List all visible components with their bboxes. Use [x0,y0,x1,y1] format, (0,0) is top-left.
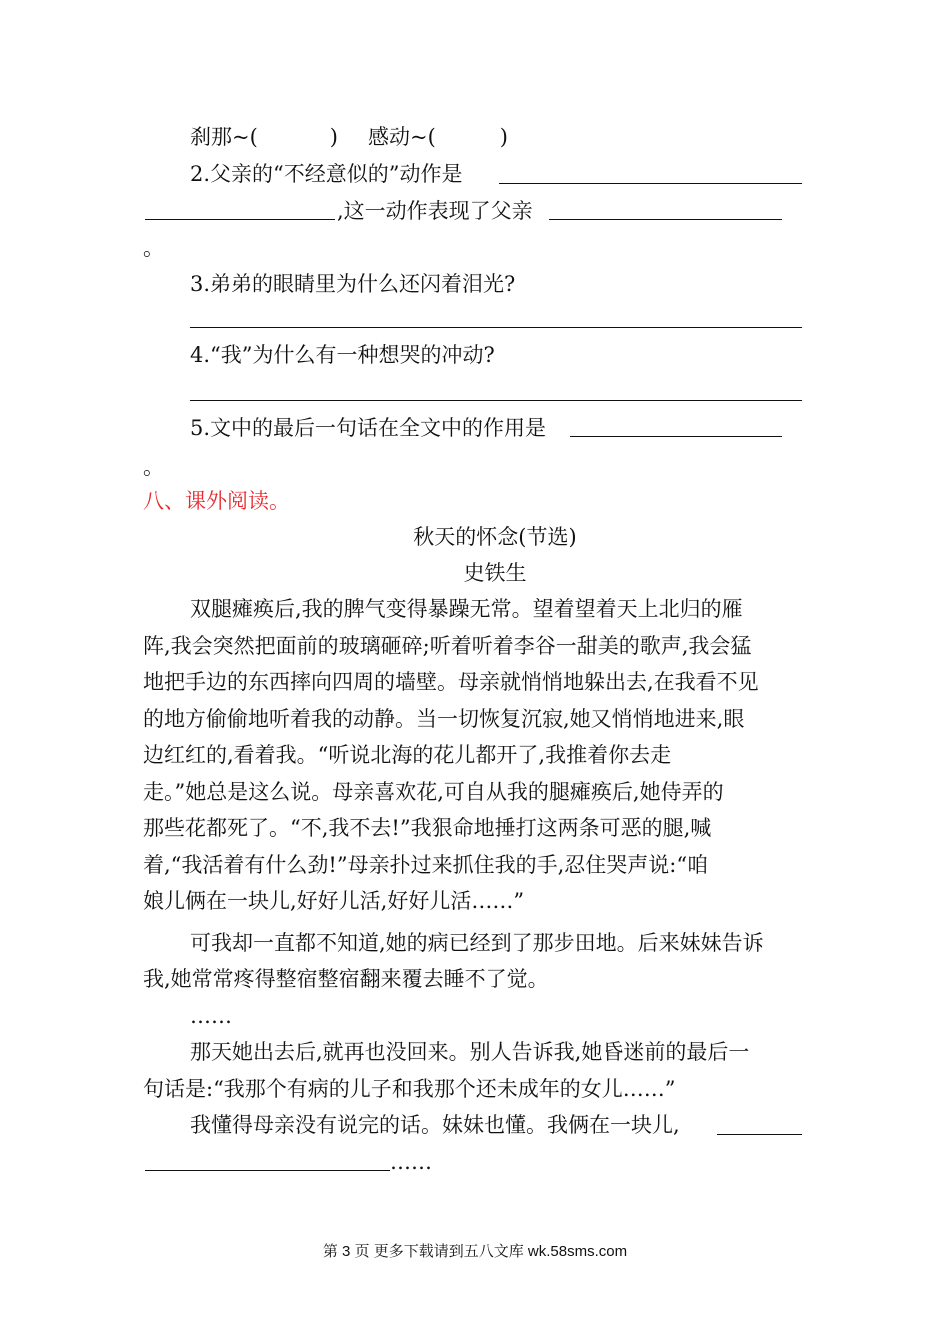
article-line [190,591,743,627]
article-ellipsis [190,998,232,1034]
q3-answer-blank[interactable] [190,327,802,328]
article-line [143,774,724,810]
q4-prompt: 4.“我”为什么有一种想哭的冲动? [190,343,495,367]
q5-answer-blank[interactable] [570,436,782,437]
article-line-text: 我,她常常疼得整宿整宿翻来覆去睡不了觉。 [143,967,549,991]
q5-end [143,449,164,485]
article-line [190,1034,749,1070]
article-line-text: 的地方偷偷地听着我的动静。当一切恢复沉寂,她又悄悄地进来,眼 [143,707,745,731]
q1-item2-label: 感动~( [368,125,436,149]
article-line-text: 我懂得母亲没有说完的话。妹妹也懂。我俩在一块儿, [190,1113,680,1137]
q3-line [190,266,515,302]
q1-item1-label: 刹那~( [190,125,258,149]
article-title [0,519,950,555]
page-footer [0,1240,950,1261]
article-line-text: 双腿瘫痪后,我的脾气变得暴躁无常。望着望着天上北归的雁 [190,597,743,621]
article-line [190,925,764,961]
article-line-text: 阵,我会突然把面前的玻璃砸碎;听着听着李谷一甜美的歌声,我会猛 [143,634,752,658]
article-line-text: …… [190,1004,232,1028]
q2-line1 [190,156,463,192]
section-heading [143,483,290,519]
article-line [143,701,744,737]
article-line-text: 那天她出去后,就再也没回来。别人告诉我,她昏迷前的最后一 [190,1040,750,1064]
article-line-text: 可我却一直都不知道,她的病已经到了那步田地。后来妹妹告诉 [190,931,764,955]
q3-prompt: 3.弟弟的眼睛里为什么还闪着泪光? [190,272,516,296]
q2-prompt: 2.父亲的“不经意似的”动作是 [190,162,463,186]
q2-period: 。 [143,236,164,260]
q4-line [190,337,495,373]
article-line [143,737,671,773]
article-ellipsis-end [390,1144,432,1180]
q2-end [143,230,164,266]
article-line [143,628,751,664]
article-line [143,883,524,919]
article-line-text: 走。”她总是这么说。母亲喜欢花,可自从我的腿瘫痪后,她侍弄的 [143,780,724,804]
article-line-text: 边红红的,看着我。“听说北海的花儿都开了,我推着你去走 [143,743,672,767]
q2-answer-blank-3[interactable] [549,219,782,220]
page-footer-text: 第 3 页 更多下载请到五八文库 wk.58sms.com [322,1243,628,1260]
article-line-text: 地把手边的东西摔向四周的墙壁。母亲就悄悄地躲出去,在我看不见 [143,670,759,694]
article-answer-blank-1[interactable] [717,1134,802,1135]
q5-line [190,410,546,446]
article-author-text: 史铁生 [463,561,527,585]
article-answer-blank-2[interactable] [145,1170,390,1171]
q1-item1-close: ) [329,125,338,149]
q1-item2-close: ) [499,125,508,149]
article-line [143,1071,676,1107]
article-line-text: 娘儿俩在一块儿,好好儿活,好好儿活……” [143,889,525,913]
q1-line [190,119,508,155]
q2-line2 [337,193,533,229]
article-author [0,555,950,591]
article-line [143,961,549,997]
article-line-text: 那些花都死了。“不,我不去!”我狠命地捶打这两条可恶的腿,喊 [143,816,712,840]
q2-answer-blank-1[interactable] [499,183,802,184]
q5-period: 。 [143,455,164,479]
article-line-text: …… [390,1150,432,1174]
q2-line2-text: ,这一动作表现了父亲 [337,199,533,223]
article-line [190,1107,680,1143]
article-line [143,664,759,700]
q5-prompt: 5.文中的最后一句话在全文中的作用是 [190,416,547,440]
article-line-text: 句话是:“我那个有病的儿子和我那个还未成年的女儿……” [143,1077,676,1101]
section-heading-text: 八、课外阅读。 [143,489,290,513]
q4-answer-blank[interactable] [190,400,802,401]
q2-answer-blank-2[interactable] [145,219,335,220]
article-line [143,847,708,883]
article-line [143,810,711,846]
article-title-text: 秋天的怀念(节选) [413,525,577,549]
article-line-text: 着,“我活着有什么劲!”母亲扑过来抓住我的手,忍住哭声说:“咱 [143,853,709,877]
